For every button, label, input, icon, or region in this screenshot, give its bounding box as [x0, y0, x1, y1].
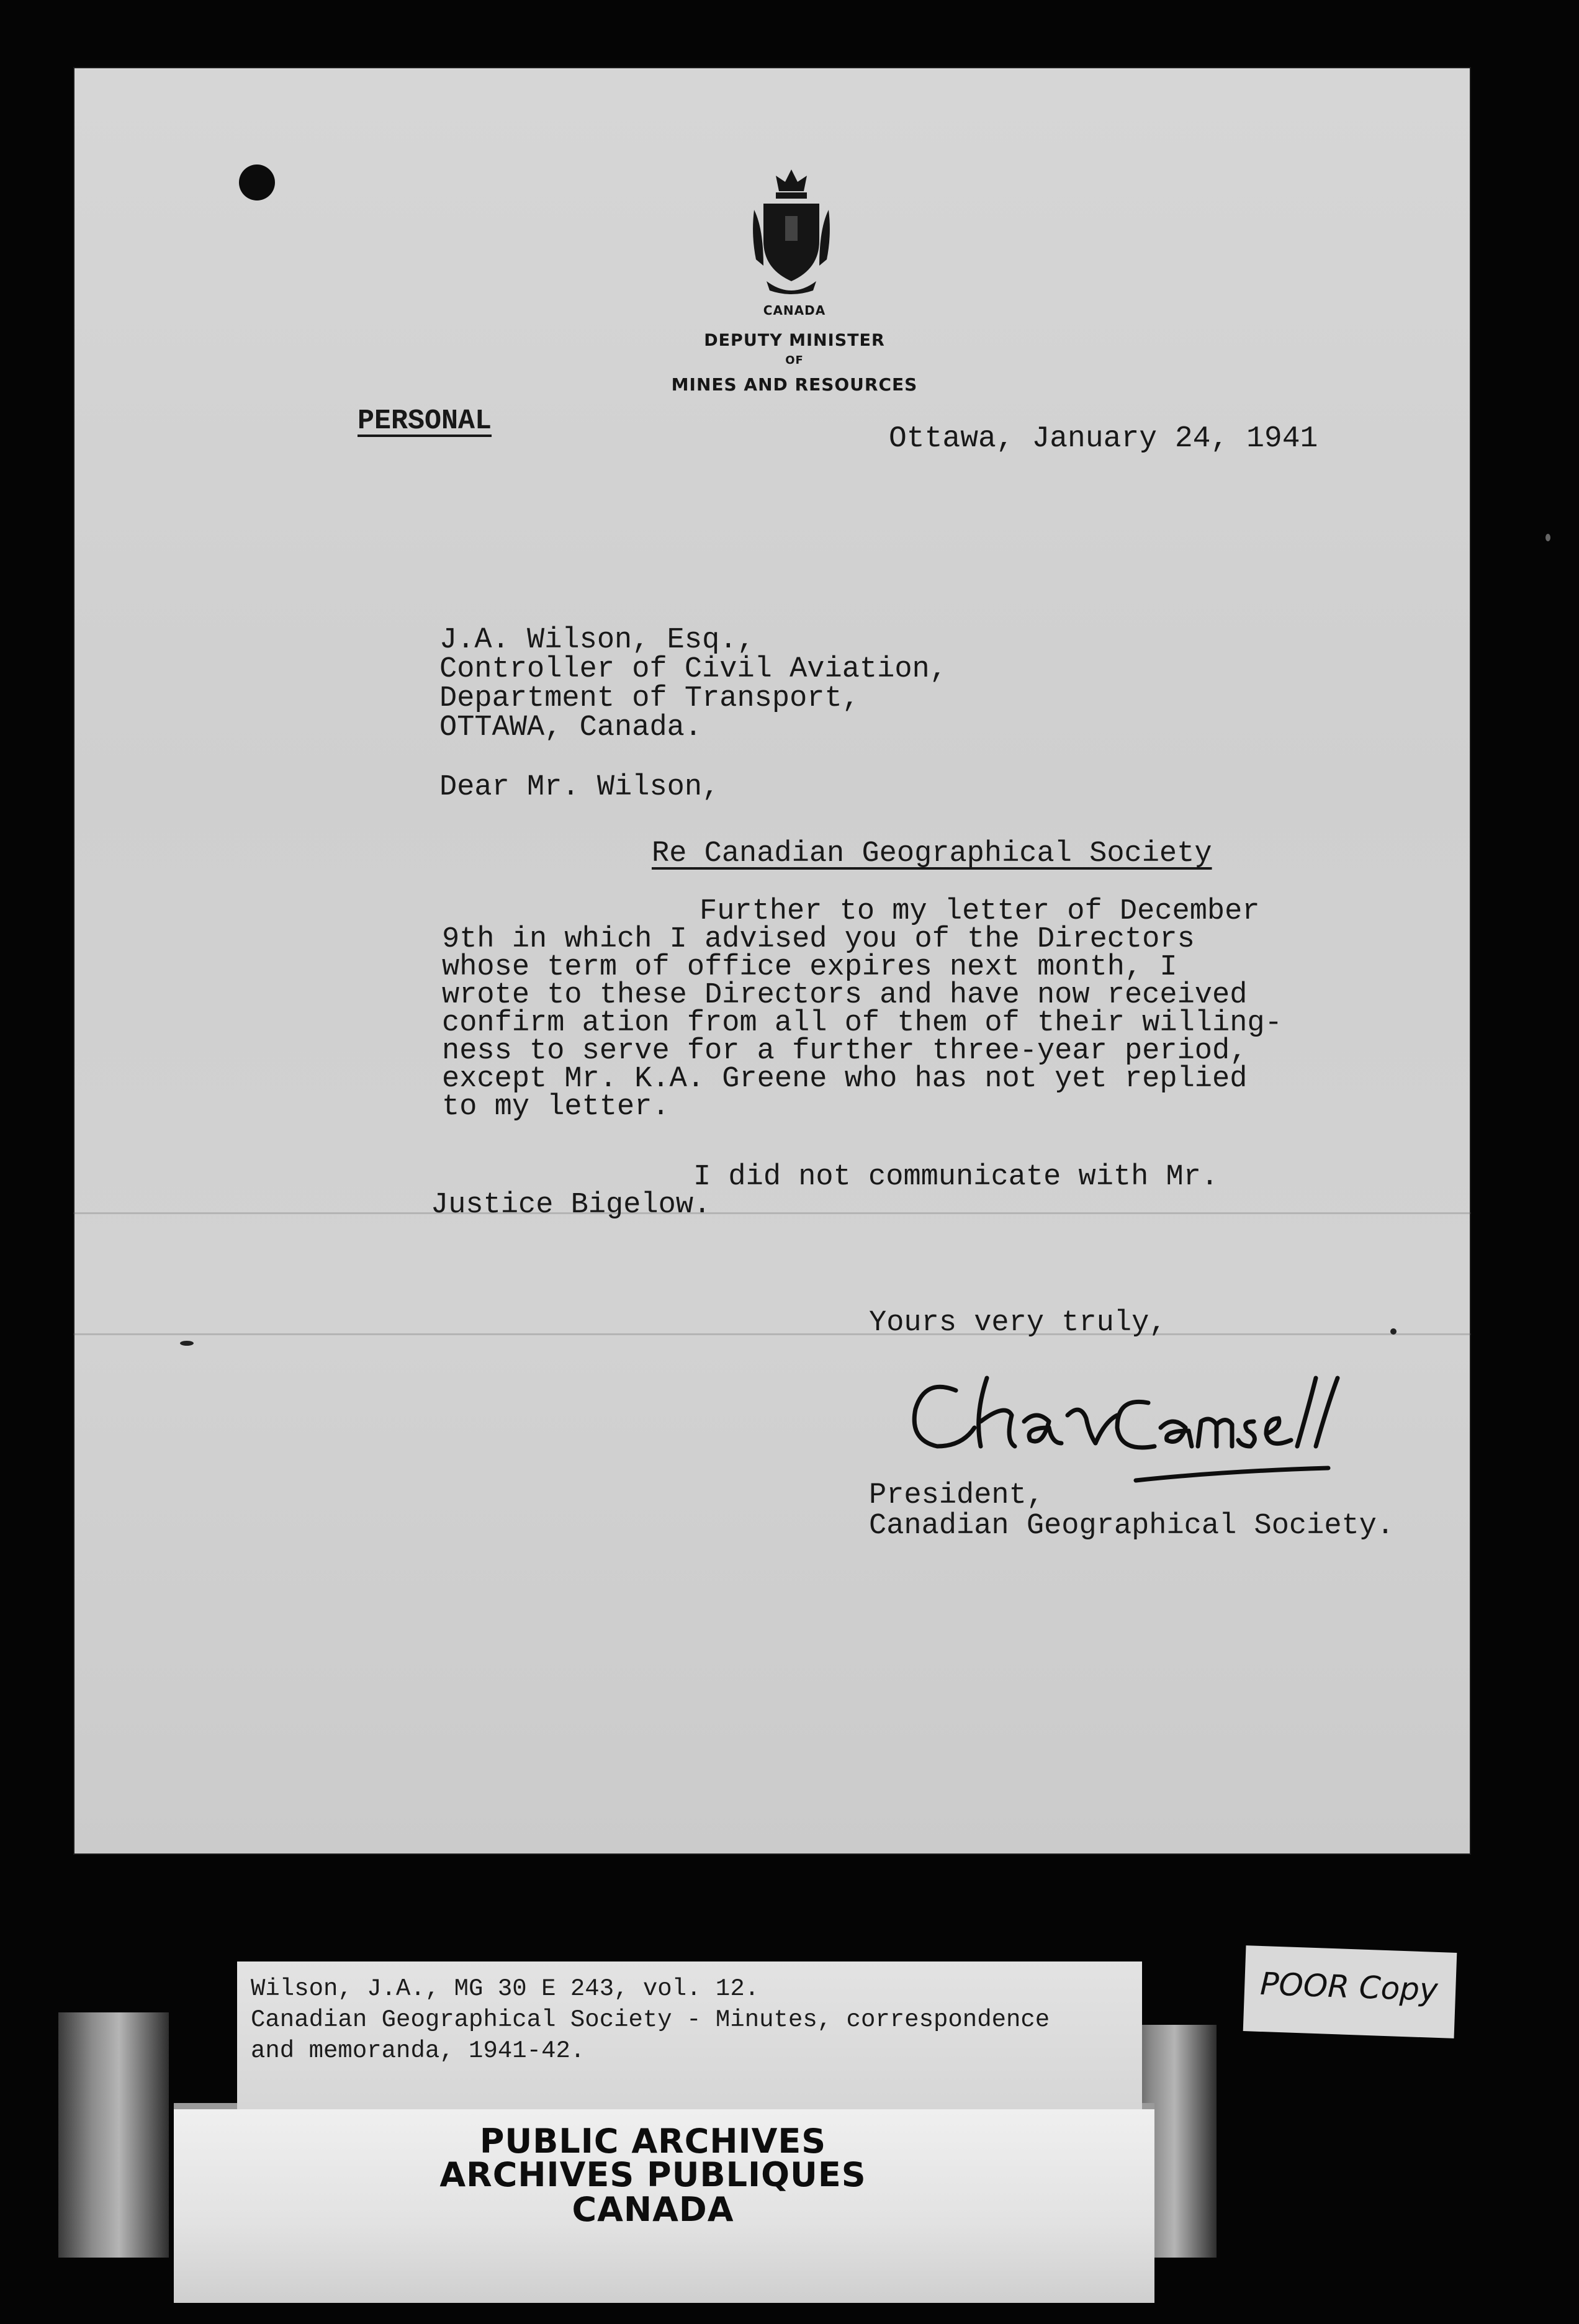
- scan-speck: [1545, 534, 1550, 541]
- body-line: Justice Bigelow.: [431, 1189, 711, 1222]
- archives-stamp-line: ARCHIVES PUBLIQUES: [439, 2155, 866, 2194]
- label-line: Wilson, J.A., MG 30 E 243, vol. 12.: [251, 1975, 760, 2002]
- closing: Yours very truly,: [869, 1307, 1167, 1340]
- body-line: 9th in which I advised you of the Directors: [442, 923, 1195, 956]
- subject-line: Re Canadian Geographical Society: [652, 837, 1212, 870]
- body-line: ness to serve for a further three-year period,: [442, 1035, 1248, 1068]
- punch-hole: [239, 164, 275, 200]
- letter-date: Ottawa, January 24, 1941: [889, 422, 1318, 456]
- body-line: except Mr. K.A. Greene who has not yet replied: [442, 1063, 1248, 1096]
- archives-stamp-line: PUBLIC ARCHIVES: [479, 2122, 827, 2161]
- address-line: Department of Transport,: [439, 682, 860, 715]
- fold-line: [73, 1212, 1471, 1214]
- fold-line: [73, 1333, 1471, 1335]
- personal-marking: PERSONAL: [358, 405, 492, 437]
- body-line: whose term of office expires next month, I: [442, 951, 1177, 984]
- salutation: Dear Mr. Wilson,: [439, 771, 720, 804]
- body-line: to my letter.: [442, 1091, 670, 1124]
- archives-stamp-line: CANADA: [572, 2190, 734, 2229]
- address-line: OTTAWA, Canada.: [439, 711, 703, 744]
- archive-reference-label: [237, 1961, 1142, 2109]
- scan-speck: [1390, 1328, 1397, 1335]
- label-line: Canadian Geographical Society - Minutes, correspondence: [251, 2006, 1050, 2034]
- body-line: Further to my letter of December: [700, 895, 1260, 928]
- canada-crest-icon: [751, 166, 832, 300]
- letterhead-title: DEPUTY MINISTER: [704, 331, 885, 350]
- poor-copy-note: [1243, 1945, 1457, 2038]
- letterhead-department: MINES AND RESOURCES: [671, 374, 918, 395]
- address-line: J.A. Wilson, Esq.,: [439, 624, 755, 657]
- signer-organization: Canadian Geographical Society.: [869, 1510, 1395, 1543]
- label-line: and memoranda, 1941-42.: [251, 2037, 585, 2065]
- scan-speck: [180, 1341, 194, 1346]
- body-line: wrote to these Directors and have now received: [442, 979, 1248, 1012]
- handwritten-signature: [881, 1353, 1390, 1496]
- body-line: I did not communicate with Mr.: [693, 1161, 1219, 1194]
- archive-clip: [58, 2012, 169, 2258]
- poor-copy-text: POOR Copy: [1259, 1965, 1439, 2008]
- letterhead-of: OF: [785, 354, 804, 367]
- signer-title: President,: [869, 1479, 1045, 1512]
- address-line: Controller of Civil Aviation,: [439, 653, 947, 686]
- letterhead-country: CANADA: [763, 303, 826, 318]
- body-line: confirm ation from all of them of their willing-: [442, 1007, 1282, 1040]
